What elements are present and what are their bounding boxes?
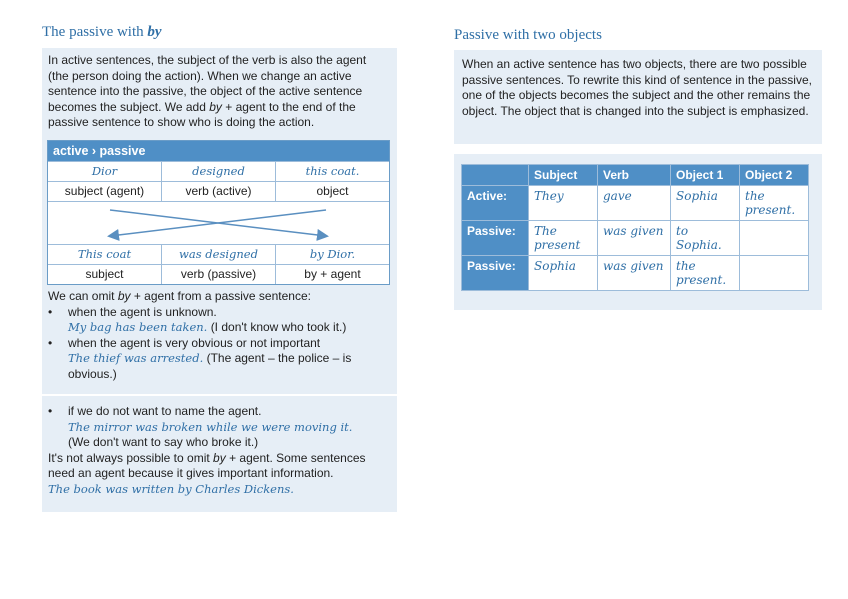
cell: designed [161, 162, 275, 181]
table-cell: to Sophia. [671, 221, 740, 256]
row-label: Passive: [462, 221, 529, 256]
title-by: by [147, 24, 162, 40]
title-text: The passive with [42, 24, 148, 40]
row-label: Active: [462, 186, 529, 221]
final-example: The book was written by Charles Dickens. [48, 481, 294, 496]
bullet-text: when the agent is unknown. [68, 304, 217, 319]
row-label: Passive: [462, 256, 529, 291]
example-note: (We don't want to say who broke it.) [68, 435, 259, 449]
table-cell: The present [529, 221, 598, 256]
active-passive-table [47, 140, 390, 285]
final-a: It's not always possible to omit [48, 450, 210, 465]
table-cell: the present. [671, 256, 740, 291]
table-header-row [462, 165, 809, 186]
final-b: + agent. Some sentences need an agent because it gives important information. [48, 450, 366, 480]
active-roles-row [48, 181, 389, 201]
table-row [462, 186, 809, 221]
cell: verb (active) [161, 182, 275, 201]
header-cell: Verb [598, 165, 671, 186]
table-cell: They [529, 186, 598, 221]
bullet-example [48, 351, 393, 382]
header-cell: Subject [529, 165, 598, 186]
bullet-text: if we do not want to name the agent. [68, 404, 262, 418]
intro-by: by [209, 99, 222, 114]
left-section-title [42, 24, 162, 41]
omit-by: by [117, 289, 131, 303]
two-objects-table [461, 164, 809, 291]
example-note: (The agent – the police – is obvious.) [68, 351, 352, 381]
cell: by Dior. [275, 245, 389, 264]
crossed-arrows-icon [48, 202, 389, 244]
table-row [462, 256, 809, 291]
table-cell: was given [598, 256, 671, 291]
example-text: The mirror was broken while we were moving it. [68, 419, 353, 434]
cell: This coat [77, 247, 132, 261]
cell: by + agent [275, 265, 389, 284]
omit-intro [48, 289, 393, 305]
cell: subject [85, 267, 124, 281]
header-cell: Object 2 [740, 165, 809, 186]
final-by: by [213, 450, 226, 465]
bullet-icon: • [48, 335, 53, 350]
table-cell: Sophia [671, 186, 740, 221]
passive-example-row [48, 244, 389, 264]
bullet-example [48, 320, 393, 336]
omit-a: We can omit [48, 289, 115, 303]
active-example-row [48, 161, 389, 181]
bullet-item [48, 336, 393, 352]
continued-section [48, 404, 393, 497]
active-passive-header: active › passive [48, 141, 389, 161]
table-cell: the present. [740, 186, 809, 221]
cell: object [275, 182, 389, 201]
table-cell [740, 221, 809, 256]
omit-b: + agent from a passive sentence: [133, 289, 311, 303]
example-text: My bag has been taken. [68, 320, 208, 334]
header-cell [462, 165, 529, 186]
right-section-title: Passive with two objects [454, 27, 602, 43]
omit-section [48, 289, 393, 382]
table-cell: gave [598, 186, 671, 221]
cell: was designed [161, 245, 275, 264]
example-note: (I don't know who took it.) [210, 320, 347, 334]
table-cell [740, 256, 809, 291]
right-intro-text: When an active sentence has two objects, there are two possible passive sentences. To rewrite this kind of sentence in the passive, one of the objects becomes the subject and the other remains the object. The object that is changed into the subject is emphasized. [462, 57, 812, 118]
swap-arrows [48, 201, 389, 244]
cell: verb (passive) [161, 265, 275, 284]
bullet-item [48, 305, 393, 321]
bullet-icon: • [48, 404, 53, 418]
cell: subject (agent) [64, 184, 145, 198]
bullet-item [48, 404, 393, 420]
passive-roles-row [48, 264, 389, 284]
final-note [48, 451, 393, 482]
table-cell: was given [598, 221, 671, 256]
table-row [462, 221, 809, 256]
intro-b: + agent to the end of the passive sentence to show who is doing the action. [48, 99, 356, 129]
left-intro-text [48, 53, 388, 131]
cell: Dior [91, 164, 118, 178]
example-text: The thief was arrested. [68, 351, 204, 365]
bullet-icon: • [48, 304, 53, 319]
bullet-example [48, 420, 393, 451]
table-cell: Sophia [529, 256, 598, 291]
bullet-text: when the agent is very obvious or not important [68, 335, 321, 350]
intro-a: In active sentences, the subject of the verb is also the agent (the person doing the action). When we change an active sentence into the passive, the object of the active sentence becomes the subject. We add [48, 53, 367, 114]
header-cell: Object 1 [671, 165, 740, 186]
cell: this coat. [275, 162, 389, 181]
